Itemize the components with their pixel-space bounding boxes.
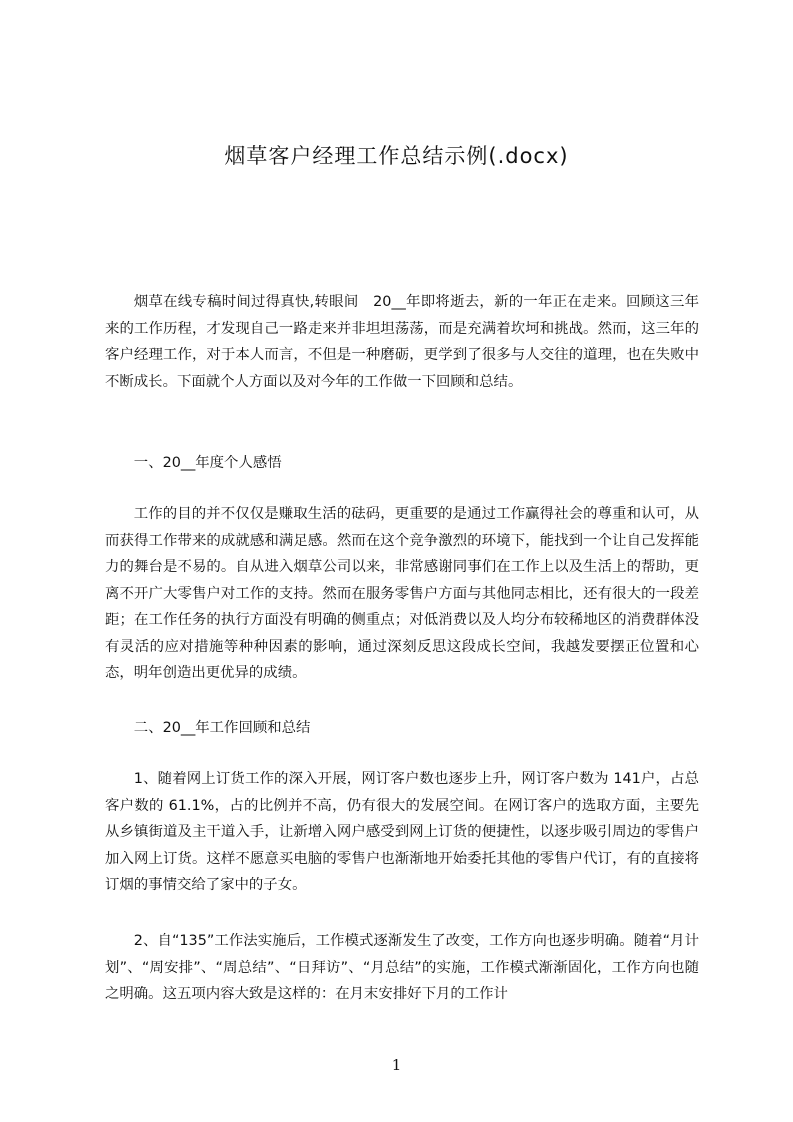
work-method-paragraph: 2、自“135”工作法实施后，工作模式逐渐发生了改变，工作方向也逐步明确。随着“月计划”、“周安排”、“周总结”、“日拜访”、“月总结”的实施，工作模式渐渐固化，工作方向也随之明确。这五项内容大致是这样的：在月末安排好下月的工作计 [105,933,699,1002]
intro-paragraph: 烟草在线专稿时间过得真快,转眼间 20__年即将逝去，新的一年正在走来。回顾这三年来的工作历程，才发现自己一路走来并非坦坦荡荡，而是充满着坎坷和挑战。然而，这三年的客户经理工作，对于本人而言，不但是一种磨砺，更学到了很多与人交往的道理，也在失败中不断成长。下面就个人方面以及对今年的工作做一下回顾和总结。 [105,294,699,390]
document-title: 烟草客户经理工作总结示例(.docx) [224,144,569,168]
section-heading-work-review: 二、20__年工作回顾和总结 [133,720,311,736]
page-number: 1 [391,1056,402,1074]
online-ordering-paragraph: 1、随着网上订货工作的深入开展，网订客户数也逐步上升，网订客户数为 141户，占总客户数的 61.1%，占的比例并不高，仍有很大的发展空间。在网订客户的选取方面，主要先从乡镇街道及主干道入手，让新增入网户感受到网上订货的便捷性，以逐步吸引周边的零售户加入网上订货。这样不愿意买电脑的零售户也渐渐地开始委托其他的零售户代订，有的直接将订烟的事情交给了家中的子女。 [105,771,699,893]
section-heading-personal-reflection: 一、20__年度个人感悟 [133,455,282,471]
reflection-paragraph: 工作的目的并不仅仅是赚取生活的砝码，更重要的是通过工作赢得社会的尊重和认可，从而获得工作带来的成就感和满足感。然而在这个竞争激烈的环境下，能找到一个让自己发挥能力的舞台是不易的。自从进入烟草公司以来，非常感谢同事们在工作上以及生活上的帮助，更离不开广大零售户对工作的支持。然而在服务零售户方面与其他同志相比，还有很大的一段差距；在工作任务的执行方面没有明确的侧重点；对低消费以及人均分布较稀地区的消费群体没有灵活的应对措施等种种因素的影响，通过深刻反思这段成长空间，我越发要摆正位置和心态，明年创造出更优异的成绩。 [105,506,699,681]
